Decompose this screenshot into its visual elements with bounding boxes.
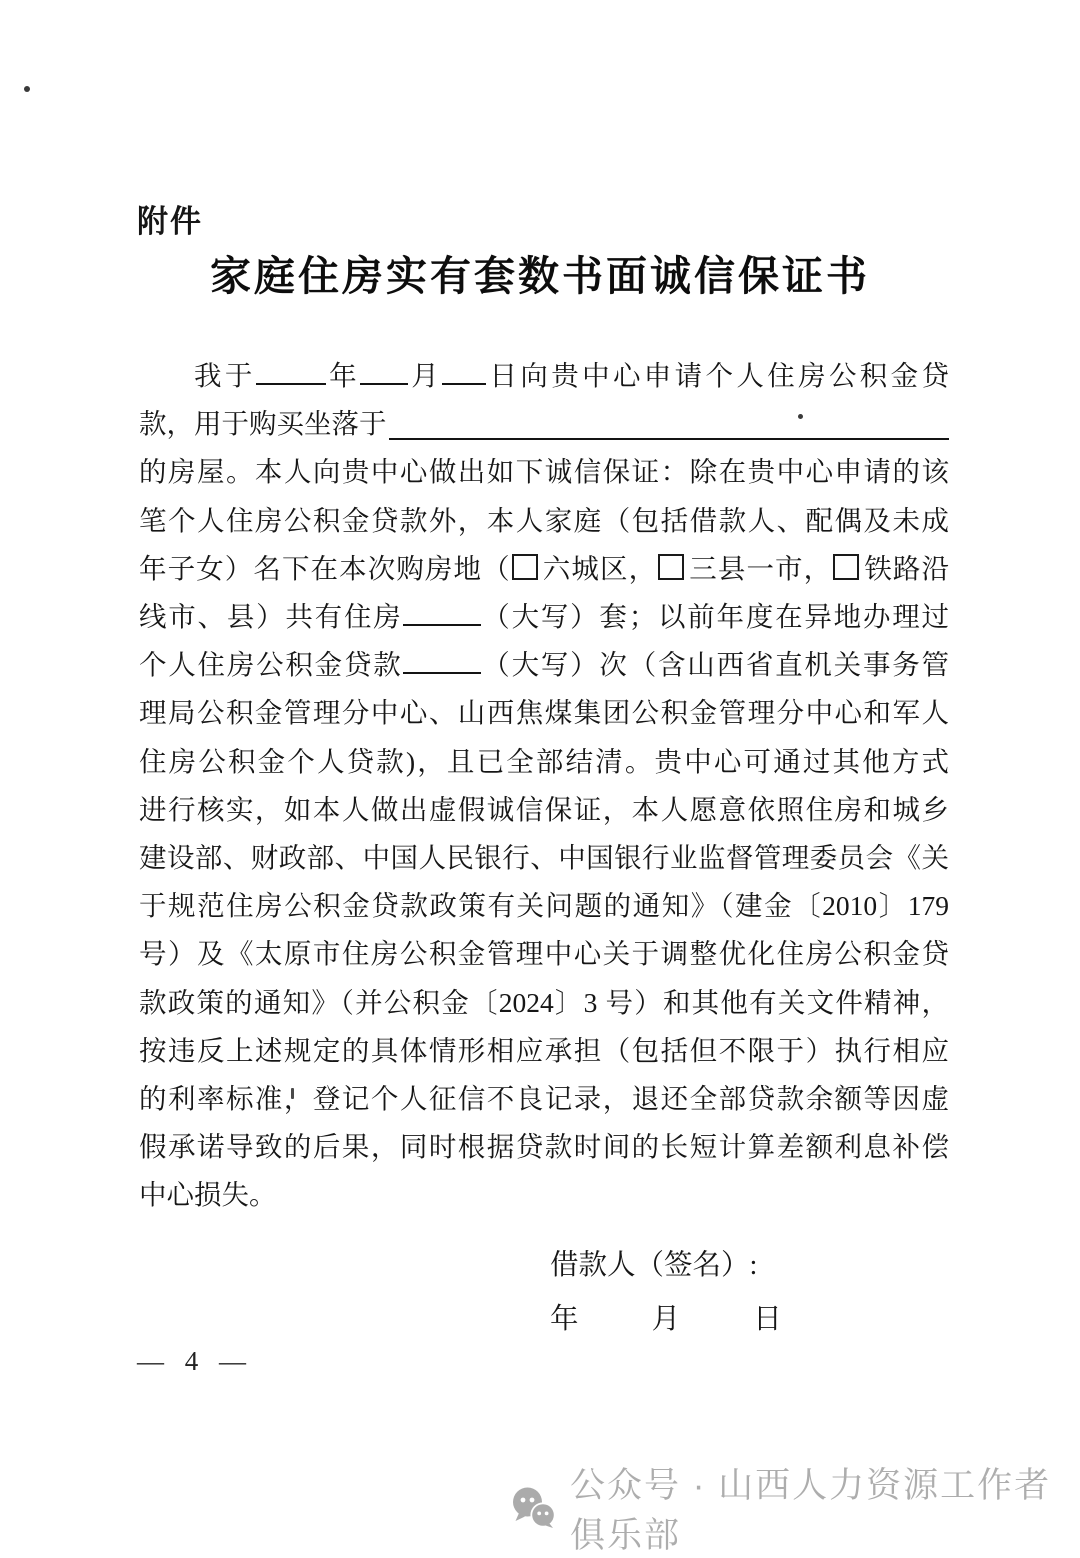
wechat-official-account-icon: [511, 1487, 557, 1529]
blank-underline: [403, 597, 481, 627]
body-line: [139, 448, 949, 496]
signature-date-line: [550, 1294, 782, 1346]
body-line: [139, 979, 949, 1027]
body-line: [139, 1123, 949, 1171]
watermark-footer: [511, 1458, 1080, 1558]
body-text: 我于: [194, 360, 256, 391]
body-text: 款，用于购买坐落于: [139, 408, 387, 440]
body-text: 个人住房公积金贷款: [139, 649, 403, 681]
body-text: 的房屋。本人向贵中心做出如下诚信保证：除在贵中心申请的该: [139, 456, 949, 488]
body-line: [139, 1171, 949, 1219]
body-line: [139, 641, 949, 689]
body-text: 建设部、财政部、中国人民银行、中国银行业监督管理委员会《关: [139, 842, 949, 874]
body-line: [139, 400, 949, 448]
body-line: [139, 593, 949, 641]
body-line: [139, 1075, 949, 1123]
date-day-label: 日: [753, 1304, 782, 1335]
checkbox: [833, 554, 859, 580]
blank-underline: [442, 356, 486, 386]
body-text: 按违反上述规定的具体情形相应承担（包括但不限于）执行相应: [139, 1034, 949, 1066]
body-text: 月: [407, 360, 443, 391]
body-text: 年子女）名下在本次购房地（: [139, 552, 511, 584]
body-text: 日向贵中心申请个人住房公积金贷: [486, 360, 950, 391]
checkbox: [512, 554, 538, 580]
body-text: 进行核实，如本人做出虚假诚信保证，本人愿意依照住房和城乡: [139, 793, 949, 825]
body-text: 的利率标准，登记个人征信不良记录，退还全部贷款余额等因虚: [139, 1083, 949, 1115]
body-line: [139, 930, 949, 978]
body-text: 于规范住房公积金贷款政策有关问题的通知》（建金〔2010〕179: [139, 890, 949, 922]
body-text: 三县一市，: [688, 552, 833, 584]
signer-label: 借款人（签名）:: [550, 1250, 758, 1281]
fill-in-underline: [389, 438, 950, 440]
watermark-text: 公众号 · 山西人力资源工作者俱乐部: [570, 1466, 1052, 1555]
body-line: [139, 545, 949, 593]
body-text: 住房公积金个人贷款)，且已全部结清。贵中心可通过其他方式: [139, 745, 949, 777]
page-number: — 4 —: [137, 1346, 247, 1376]
body-text: 年: [325, 360, 360, 391]
body-text: 铁路沿: [863, 552, 950, 584]
body-line: [139, 882, 949, 930]
body-text: 款政策的通知》（并公积金〔2024〕3 号）和其他有关文件精神，: [139, 986, 949, 1018]
body-line: [139, 497, 949, 545]
attachment-label: 附件: [137, 204, 203, 239]
blank-underline: [360, 356, 408, 386]
signature-block: [550, 1240, 782, 1346]
document-body: [139, 352, 949, 1220]
body-line: [139, 689, 949, 737]
body-text: 假承诺导致的后果，同时根据贷款时间的长短计算差额利息补偿: [139, 1131, 949, 1163]
checkbox: [658, 554, 684, 580]
body-line: [139, 1027, 949, 1075]
body-text: 中心损失。: [139, 1179, 277, 1211]
body-line: [139, 738, 949, 786]
scan-speck: [24, 86, 30, 92]
date-month-label: 月: [651, 1304, 681, 1335]
body-line: [139, 834, 949, 882]
document-title: 家庭住房实有套数书面诚信保证书: [210, 253, 870, 299]
blank-underline: [403, 645, 481, 675]
body-line: [139, 352, 949, 400]
body-line: [139, 786, 949, 834]
body-text: 笔个人住房公积金贷款外，本人家庭（包括借款人、配偶及未成: [139, 504, 949, 536]
body-text: 理局公积金管理分中心、山西焦煤集团公积金管理分中心和军人: [139, 697, 949, 729]
body-text: 号）及《太原市住房公积金管理中心关于调整优化住房公积金贷: [139, 938, 949, 970]
blank-underline: [256, 356, 326, 386]
body-text: （大写）套；以前年度在异地办理过: [480, 601, 950, 633]
body-text: （大写）次（含山西省直机关事务管: [480, 649, 950, 681]
date-year-label: 年: [550, 1304, 579, 1335]
body-text: 线市、县）共有住房: [139, 601, 403, 633]
body-text: 六城区，: [541, 552, 658, 584]
